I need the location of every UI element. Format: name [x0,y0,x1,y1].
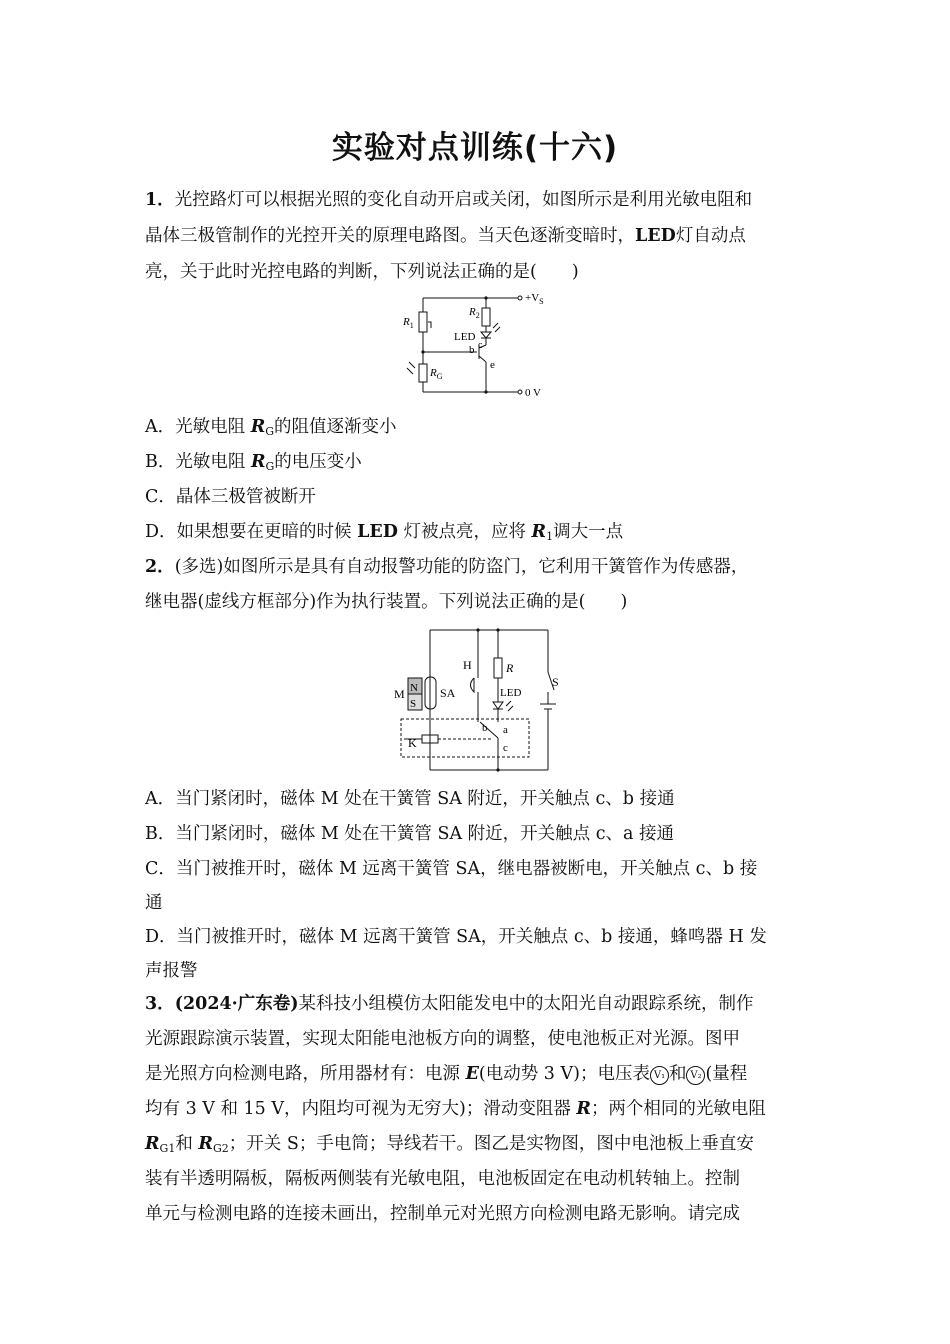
junction-dot [484,390,487,393]
svg-text:S: S [410,698,417,710]
svg-text:c: c [503,742,508,754]
svg-text:K: K [408,736,417,750]
q3-line-5: $R_{G1}$和 $R_{G2}$；开关 S；手电筒；导线若干。图乙是实物图，图中电池板上垂直安 [145,1134,754,1155]
q2-number: 2． [145,557,175,577]
svg-text:R: R [506,661,514,675]
q3-line-4: 均有 3 V 和 15 V，内阻均可视为无穷大)；滑动变阻器 R；两个相同的光敏电阻 [145,1099,766,1119]
q1-text-1: 光控路灯可以根据光照的变化自动开启或关闭，如图所示是利用光敏电阻和 [174,190,753,210]
svg-text:b: b [482,722,488,734]
svg-text:0 V: 0 V [525,387,541,399]
q1-number: 1． [145,190,175,210]
q1-line-3: 亮，关于此时光控电路的判断，下列说法正确的是( ) [145,262,579,282]
q2-option-c-cont: 通 [145,893,163,913]
q1-option-d[interactable]: D．如果想要在更暗的时候 LED 灯被点亮，应将 $R_1$调大一点 [145,522,624,543]
q1-circuit-diagram [395,288,565,406]
q2-circuit-diagram [388,620,568,780]
q1-option-c[interactable]: C．晶体三极管被断开 [145,487,316,507]
svg-text:e: e [490,359,495,371]
svg-text:SA: SA [440,686,456,700]
q1-line-1 [145,188,752,212]
q1-led-term: LED [635,226,676,246]
svg-text:a: a [503,724,508,736]
junction-dot [421,350,424,353]
page-title: 实验对点训练(十六) [331,130,619,166]
q3-source: (2024·广东卷) [174,994,299,1014]
q2-line-2: 继电器(虚线方框部分)作为执行装置。下列说法正确的是( ) [145,592,628,612]
svg-text:R1: $R_1$ [403,316,414,330]
svg-text:M: M [394,687,405,701]
q3-line-7: 单元与检测电路的连接未画出，控制单元对光照方向检测电路无影响。请完成 [145,1204,740,1224]
q1-line-2 [145,224,746,248]
junction-dot [496,628,499,631]
junction-dot [484,296,487,299]
q3-line-6: 装有半透明隔板，隔板两侧装有光敏电阻，电池板固定在电动机转轴上。控制 [145,1169,740,1189]
q3-line-2: 光源跟踪演示装置，实现太阳能电池板方向的调整，使电池板正对光源。图甲 [145,1029,740,1049]
q1-text-2a: 晶体三极管制作的光控开关的原理电路图。当天色逐渐变暗时， [145,226,635,246]
svg-text:N: N [410,682,418,694]
svg-text:b: b [469,344,475,356]
q2-line-1: 2．(多选)如图所示是具有自动报警功能的防盗门，它利用干簧管作为传感器， [145,557,749,577]
svg-text:S: S [552,675,559,689]
voltmeter-v1-icon: V₁ [650,1066,669,1085]
svg-text:H: H [463,658,472,672]
voltmeter-v2-icon: V₂ [686,1066,705,1085]
svg-text:+VS: $+V_S$ [525,292,544,306]
q2-option-d[interactable]: D．当门被推开时，磁体 M 远离干簧管 SA，开关触点 c、b 接通，蜂鸣器 H 发 [145,927,767,947]
q1-option-a[interactable]: A．光敏电阻 $R_G$的阻值逐渐变小 [145,417,397,438]
svg-text:c: c [478,340,483,351]
q1-option-b[interactable]: B．光敏电阻 $R_G$的电压变小 [145,452,362,473]
svg-text:LED: LED [454,331,476,343]
svg-text:R2: $R_2$ [469,306,480,320]
q3-number: 3． [145,994,175,1014]
junction-dot [476,628,479,631]
q3-line-1: 3．(2024·广东卷)某科技小组模仿太阳能发电中的太阳光自动跟踪系统，制作 [145,994,754,1014]
q2-option-b[interactable]: B．当门紧闭时，磁体 M 处在干簧管 SA 附近，开关触点 c、a 接通 [145,824,675,844]
q1-text-2b: 灯自动点 [675,226,746,246]
q2-option-c[interactable]: C．当门被推开时，磁体 M 远离干簧管 SA，继电器被断电，开关触点 c、b 接 [145,859,758,879]
svg-text:LED: LED [500,687,522,699]
q3-line-3: 是光照方向检测电路，所用器材有：电源 E(电动势 3 V)；电压表 V₁ 和 V₂ (量程 [145,1064,748,1084]
q2-option-d-cont: 声报警 [145,961,198,981]
junction-dot [496,768,499,771]
svg-text:RG: $R_G$ [430,367,443,381]
q2-option-a[interactable]: A．当门紧闭时，磁体 M 处在干簧管 SA 附近，开关触点 c、b 接通 [145,789,675,809]
